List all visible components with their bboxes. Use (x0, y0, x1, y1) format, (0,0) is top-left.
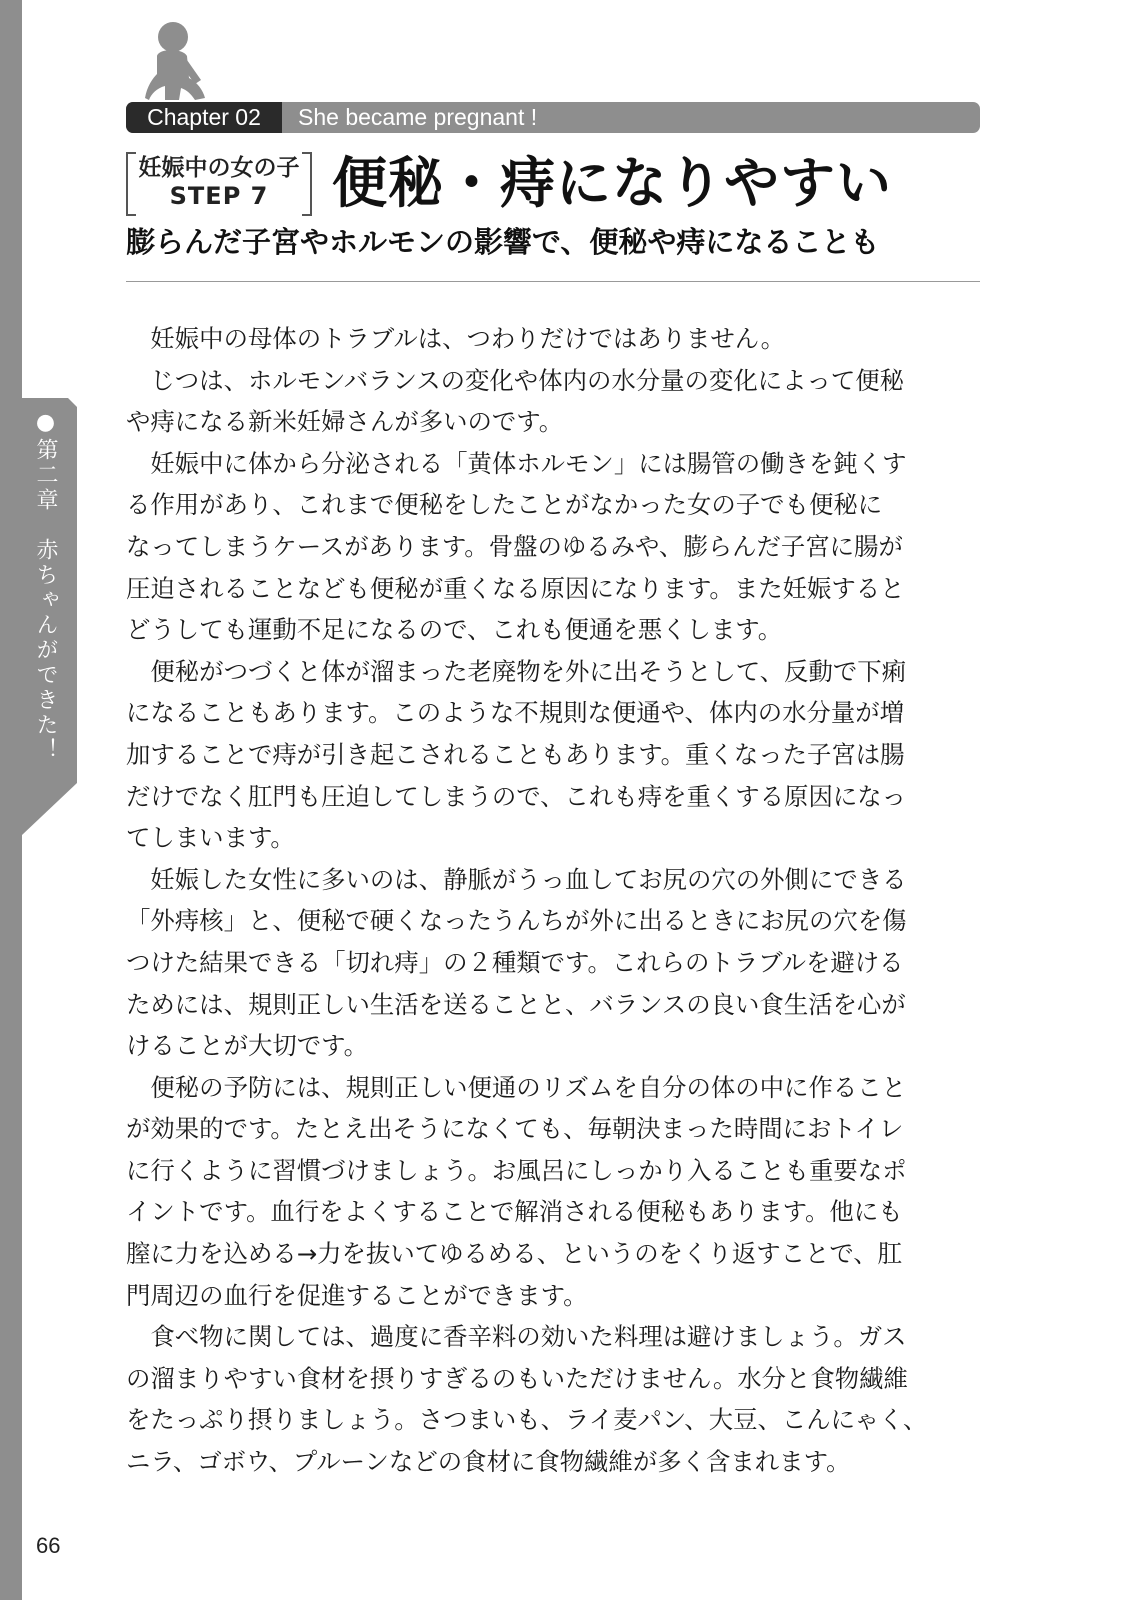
body-line: をたっぷり摂りましょう。さつまいも、ライ麦パン、大豆、こんにゃく、 (126, 1405, 928, 1435)
page-title: 便秘・痔になりやすい (332, 151, 893, 215)
body-text (126, 318, 986, 1483)
body-line: 妊娠した女性に多いのは、静脈がうっ血してお尻の穴の外側にできる (126, 864, 907, 894)
step-box (126, 152, 312, 212)
body-line: イントです。血行をよくすることで解消される便秘もあります。他にも (126, 1197, 903, 1227)
chapter-label: Chapter 02 (126, 102, 282, 133)
body-line: 膣に力を込める→力を抜いてゆるめる、というのをくり返すことで、肛 (126, 1239, 903, 1269)
body-line: 便秘の予防には、規則正しい便通のリズムを自分の体の中に作ること (126, 1072, 907, 1102)
chapter-side-tab-label: ●第二章 赤ちゃんができた！ (33, 410, 58, 763)
title-divider (126, 281, 980, 282)
body-line: なってしまうケースがあります。骨盤のゆるみや、膨らんだ子宮に腸が (126, 531, 903, 561)
body-line: てしまいます。 (126, 823, 295, 853)
body-line: 「外痔核」と、便秘で硬くなったうんちが外に出るときにお尻の穴を傷 (126, 906, 907, 936)
body-line: だけでなく肛門も圧迫してしまうので、これも痔を重くする原因になっ (126, 781, 907, 811)
body-line: つけた結果できる「切れ痔」の２種類です。これらのトラブルを避ける (126, 947, 904, 977)
body-line: になることもあります。このような不規則な便通や、体内の水分量が増 (126, 698, 905, 728)
body-line: けることが大切です。 (126, 1031, 368, 1061)
body-line: に行くように習慣づけましょう。お風呂にしっかり入ることも重要なポ (126, 1155, 907, 1185)
body-line: 便秘がつづくと体が溜まった老廃物を外に出そうとして、反動で下痢 (126, 656, 907, 686)
body-line: 食べ物に関しては、過度に香辛料の効いた料理は避けましょう。ガス (126, 1322, 907, 1352)
body-line: どうしても運動不足になるので、これも便通を悪くします。 (126, 615, 783, 645)
body-line: の溜まりやすい食材を摂りすぎるのもいただけません。水分と食物繊維 (126, 1363, 908, 1393)
page-subtitle: 膨らんだ子宮やホルモンの影響で、便秘や痔になることも (126, 225, 880, 259)
chapter-subtitle: She became pregnant ! (298, 104, 538, 130)
page-number: 66 (36, 1533, 61, 1558)
body-line: や痔になる新米妊婦さんが多いのです。 (126, 407, 564, 437)
body-line: ニラ、ゴボウ、プルーンなどの食材に食物繊維が多く含まれます。 (126, 1447, 851, 1477)
body-line: 圧迫されることなども便秘が重くなる原因になります。また妊娠すると (126, 573, 905, 603)
step-box-category: 妊娠中の女の子 (138, 154, 300, 181)
body-line: る作用があり、これまで便秘をしたことがなかった女の子でも便秘に (126, 490, 883, 520)
crawling-baby-icon (143, 20, 213, 102)
body-line: 門周辺の血行を促進することができます。 (126, 1280, 588, 1310)
step-box-step: STEP 7 (169, 182, 269, 210)
body-line: 妊娠中に体から分泌される「黄体ホルモン」には腸管の働きを鈍くす (126, 448, 907, 478)
body-line: が効果的です。たとえ出そうになくても、毎朝決まった時間におトイレ (126, 1114, 904, 1144)
body-line: ためには、規則正しい生活を送ることと、バランスの良い食生活を心が (126, 989, 906, 1019)
body-line: 妊娠中の母体のトラブルは、つわりだけではありません。 (126, 324, 786, 353)
body-line: じつは、ホルモンバランスの変化や体内の水分量の変化によって便秘 (126, 365, 905, 395)
body-line: 加することで痔が引き起こされることもあります。重くなった子宮は腸 (126, 739, 905, 769)
